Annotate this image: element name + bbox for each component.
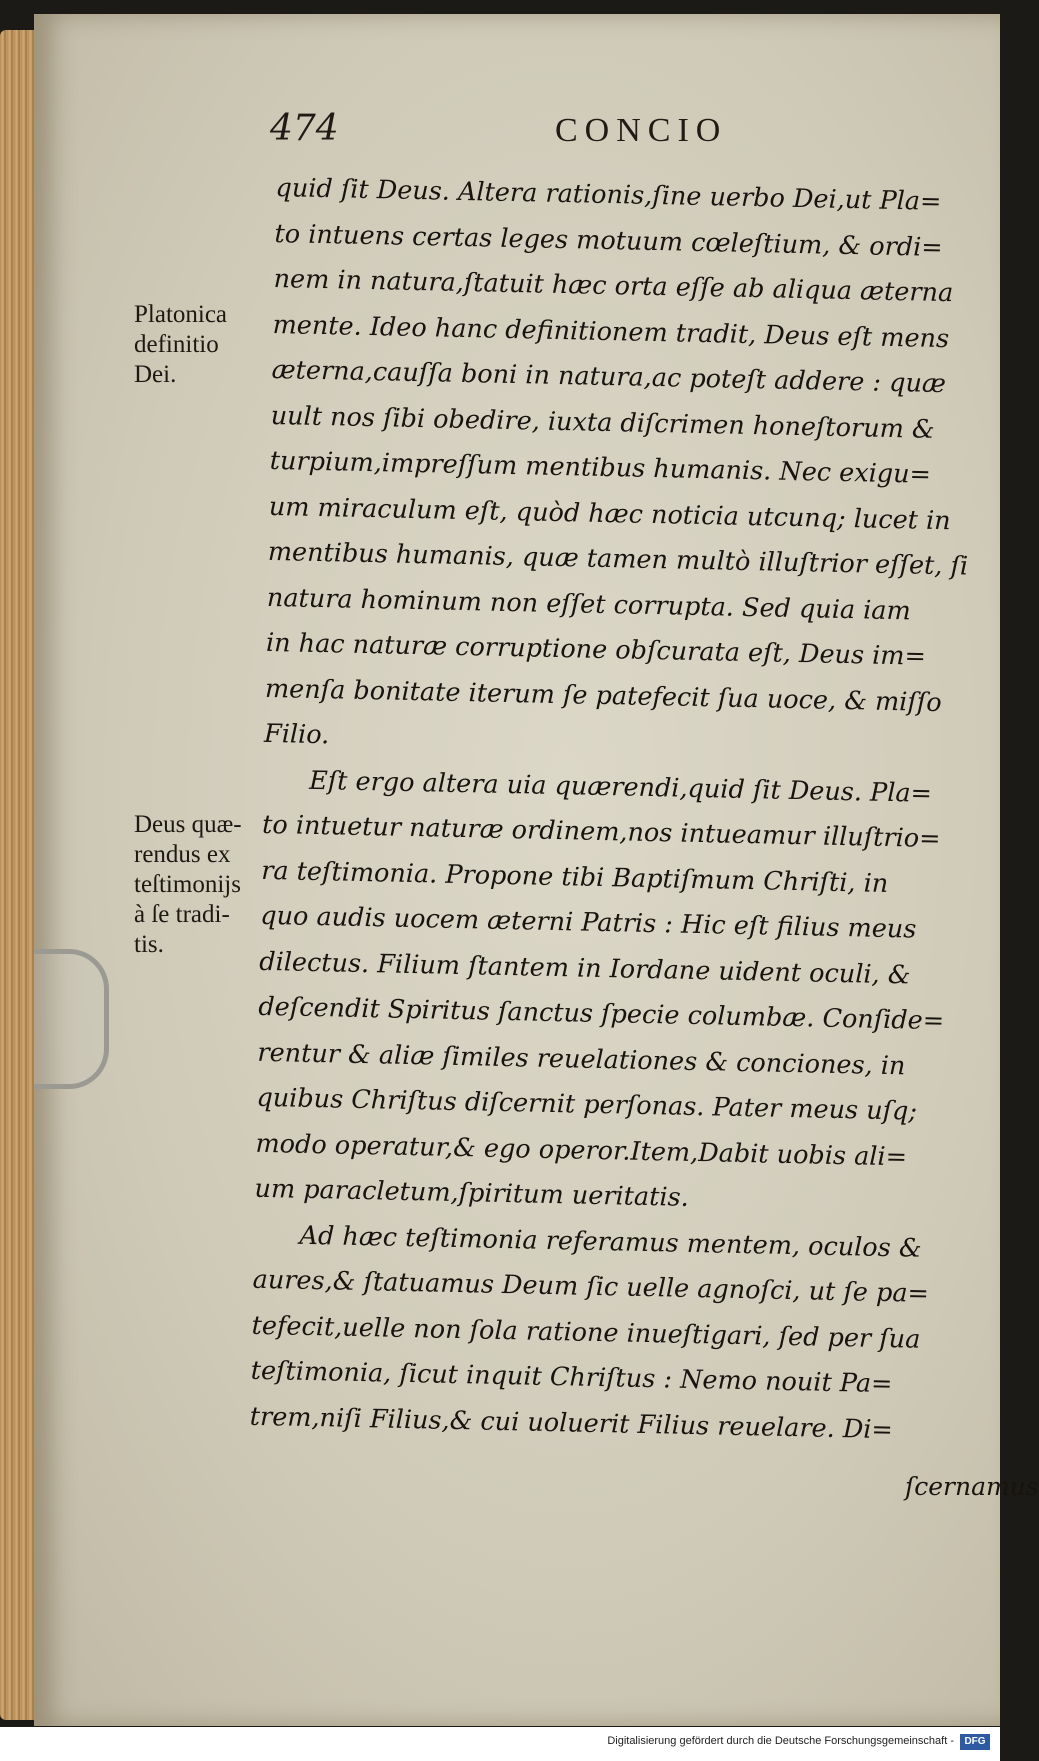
margin-note-line: Platonica <box>134 301 228 328</box>
book-edge <box>0 30 36 1720</box>
text-line: mente. Ideo hanc definitionem tradit, Deus eſt mens <box>272 309 950 354</box>
text-line: quid ſit Deus. Altera rationis,ſine uerbo Dei,ut Pla= <box>275 172 942 217</box>
running-title: CONCIO <box>555 112 728 149</box>
catchword: ſcernamus <box>905 1472 1039 1501</box>
text-line: nem in natura,ſtatuit hæc orta eſſe ab aliqua æterna <box>273 263 954 309</box>
page-header <box>270 108 990 158</box>
text-line: uult nos ſibi obedire, iuxta diſcrimen honeſtorum & <box>270 400 935 445</box>
text-line: Eſt ergo altera uia quærendi,quid ſit Deus. Pla= <box>308 765 933 809</box>
page-clip <box>34 949 109 1089</box>
margin-note-line: rendus ex <box>134 841 231 868</box>
text-line: turpium,impreſſum mentibus humanis. Nec exigu= <box>269 445 932 490</box>
text-line: to intuetur naturæ ordinem,nos intueamur illuſtrio= <box>261 809 941 855</box>
margin-note-line: Deus quæ- <box>134 811 242 838</box>
margin-note-line: Dei. <box>134 361 177 388</box>
margin-note-line: definitio <box>134 331 219 358</box>
text-line: trem,niſi Filius,& cui uoluerit Filius reuelare. Di= <box>249 1401 894 1445</box>
margin-note-platonica <box>134 300 227 390</box>
text-line: mentibus humanis, quæ tamen multò illuſtrior eſſet, ſi <box>267 536 969 582</box>
text-line: modo operatur,& ego operor.Item,Dabit uobis ali= <box>255 1128 908 1172</box>
text-line: dilectus. Filium ſtantem in Iordane uident oculi, & <box>259 946 911 990</box>
footer-bar <box>0 1727 1000 1761</box>
text-line: æterna,cauſſa boni in natura,ac poteſt addere : quæ <box>271 354 947 400</box>
text-line: tefecit,uelle non ſola ratione inueſtigari, ſed per ſua <box>251 1310 921 1355</box>
funding-credit: Digitalisierung gefördert durch die Deutsche Forschungsgemeinschaft - <box>607 1735 954 1747</box>
text-line: quibus Chriſtus diſcernit perſonas. Pater meus uſq; <box>256 1082 918 1127</box>
text-line: to intuens certas leges motuum cœleſtium, & ordi= <box>274 218 943 263</box>
margin-note-line: teſtimonijs <box>134 871 241 898</box>
text-line: natura hominum non eſſet corrupta. Sed quia iam <box>266 582 912 626</box>
text-line: deſcendit Spiritus ſanctus ſpecie columbæ. Conſide= <box>258 991 945 1037</box>
text-line: in hac naturæ corruptione obſcurata eſt, Deus im= <box>265 627 927 672</box>
text-line: um paracletum,ſpiritum ueritatis. <box>254 1173 690 1213</box>
text-line: quo audis uocem æterni Patris : Hic eſt filius meus <box>259 900 917 945</box>
body-text <box>249 166 988 1455</box>
text-line: teſtimonia, ſicut inquit Chriſtus : Nemo nouit Pa= <box>250 1355 893 1400</box>
text-line: rentur & aliæ ſimiles reuelationes & conciones, in <box>257 1037 906 1081</box>
text-line: ra teſtimonia. Propone tibi Baptiſmum Chriſti, in <box>260 855 889 899</box>
text-line: aures,& ſtatuamus Deum ſic uelle agnoſci, ut ſe pa= <box>252 1264 930 1309</box>
dfg-logo: DFG <box>960 1734 990 1750</box>
text-line: Filio. <box>263 718 330 751</box>
margin-note-line: à ſe tradi- <box>134 901 230 928</box>
text-line: Ad hæc teſtimonia referamus mentem, oculos & <box>299 1220 922 1264</box>
text-line: menſa bonitate iterum ſe patefecit ſua uoce, & miſſo <box>264 673 942 718</box>
page-number: 474 <box>270 108 339 149</box>
text-line: um miraculum eſt, quòd hæc noticia utcunq; lucet in <box>268 491 951 536</box>
margin-note-line: tis. <box>134 931 164 958</box>
margin-note-deus <box>134 810 242 960</box>
